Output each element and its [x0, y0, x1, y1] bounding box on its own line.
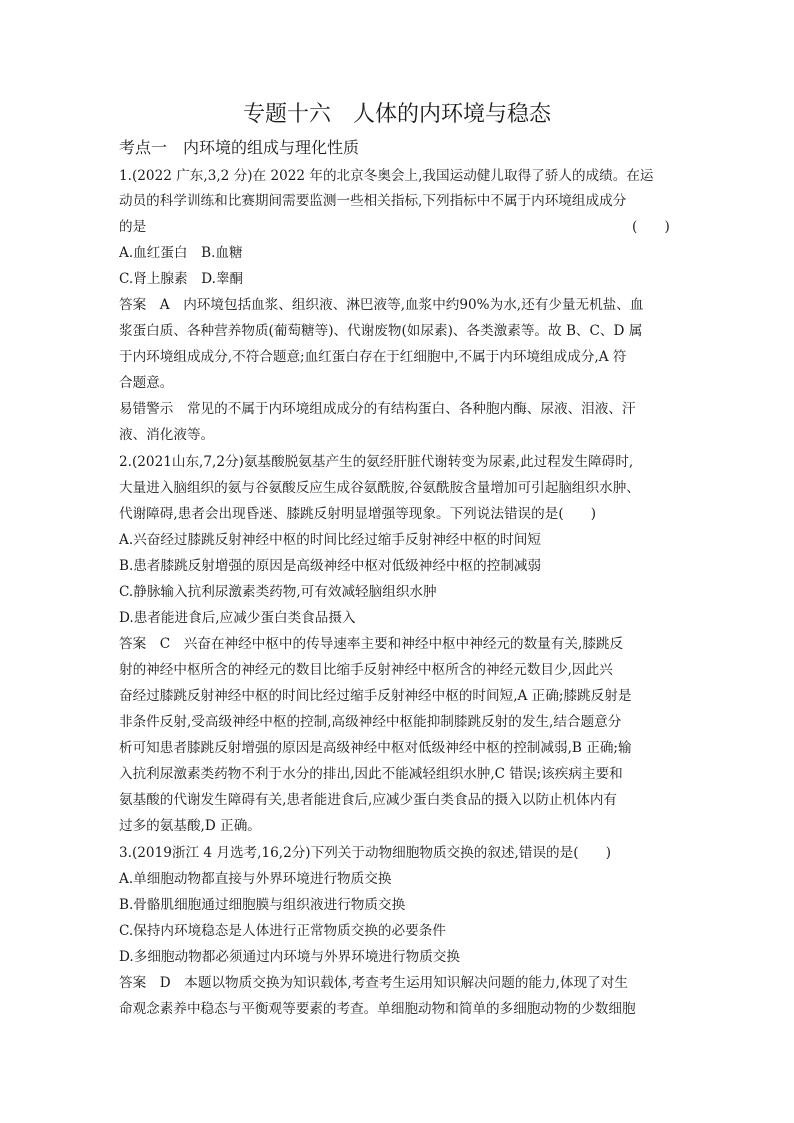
question-2-answer-line-8: 过多的氨基酸,D 正确。 — [119, 818, 261, 834]
question-2-option-c: C.静脉输入抗利尿激素类药物,可有效减轻脑组织水肿 — [119, 584, 437, 600]
question-2-stem-line-3: 代谢障碍,患者会出现昏迷、膝跳反射明显增强等现象。下列说法错误的是( ) — [119, 506, 597, 522]
question-2-stem-line-1: 2.(2021山东,7,2分)氨基酸脱氨基产生的氨经肝脏代谢转变为尿素,此过程发生障碍时, — [119, 454, 634, 470]
question-2-option-a: A.兴奋经过膝跳反射神经中枢的时间比经过缩手反射神经中枢的时间短 — [119, 532, 541, 548]
section-heading: 考点一 内环境的组成与理化性质 — [119, 138, 360, 157]
question-3-option-c: C.保持内环境稳态是人体进行正常物质交换的必要条件 — [119, 923, 446, 939]
question-2-answer-line-5: 析可知患者膝跳反射增强的原因是高级神经中枢对低级神经中枢的控制减弱,B 正确;输 — [119, 740, 632, 756]
question-2-stem-line-2: 大量进入脑组织的氨与谷氨酸反应生成谷氨酰胺,谷氨酰胺含量增加可引起脑组织水肿、 — [119, 480, 640, 496]
question-1-stem-line-3: 的是 — [119, 219, 147, 235]
error-warning-line-2: 液、消化液等。 — [119, 427, 215, 443]
question-2-answer-line-4: 非条件反射,受高级神经中枢的控制,高级神经中枢能抑制膝跳反射的发生,结合题意分 — [119, 714, 622, 730]
question-3-stem: 3.(2019浙江 4 月选考,16,2分)下列关于动物细胞物质交换的叙述,错误的是( ) — [119, 845, 612, 861]
question-1-answer-line-2: 浆蛋白质、各种营养物质(葡萄糖等)、代谢废物(如尿素)、各类激素等。故 B、C、D 属 — [119, 323, 643, 339]
question-2-answer-line-7: 氨基酸的代谢发生障碍有关,患者能进食后,应减少蛋白类食品的摄入以防止机体内有 — [119, 792, 618, 808]
question-3-option-b: B.骨骼肌细胞通过细胞膜与组织液进行物质交换 — [119, 897, 406, 913]
answer-blank: ( ) — [632, 219, 670, 235]
question-3-option-d: D.多细胞动物都必须通过内环境与外界环境进行物质交换 — [119, 949, 460, 965]
question-1-stem-line-2: 动员的科学训练和比赛期间需要监测一些相关指标,下列指标中不属于内环境组成成分 — [119, 193, 627, 209]
question-2-option-b: B.患者膝跳反射增强的原因是高级神经中枢对低级神经中枢的控制减弱 — [119, 558, 542, 574]
question-2-answer-line-6: 入抗利尿激素类药物不利于水分的排出,因此不能减轻组织水肿,C 错误;该疾病主要和 — [119, 766, 623, 782]
question-1-answer-line-1: 答案 A 内环境包括血浆、组织液、淋巴液等,血浆中约90%为水,还有少量无机盐、血 — [119, 297, 644, 313]
question-2-answer-line-2: 射的神经中枢所含的神经元的数目比缩手反射神经中枢所含的神经元数目少,因此兴 — [119, 662, 613, 678]
error-warning-line-1: 易错警示 常见的不属于内环境组成成分的有结构蛋白、各种胞内酶、尿液、泪液、汗 — [119, 401, 636, 417]
question-1-answer-line-3: 于内环境组成成分,不符合题意;血红蛋白存在于红细胞中,不属于内环境组成成分,A 符 — [119, 349, 627, 365]
question-1-options-cd: C.肾上腺素 D.睾酮 — [119, 271, 244, 287]
question-2-answer-line-3: 奋经过膝跳反射神经中枢的时间比经过缩手反射神经中枢的时间短,A 正确;膝跳反射是 — [119, 688, 632, 704]
question-1-options-ab: A.血红蛋白 B.血糖 — [119, 245, 243, 261]
question-3-option-a: A.单细胞动物都直接与外界环境进行物质交换 — [119, 871, 392, 887]
page-title: 专题十六 人体的内环境与稳态 — [242, 102, 551, 127]
question-2-option-d: D.患者能进食后,应减少蛋白类食品摄入 — [119, 610, 356, 626]
question-2-answer-line-1: 答案 C 兴奋在神经中枢中的传导速率主要和神经中枢中神经元的数量有关,膝跳反 — [119, 636, 624, 652]
question-1-answer-line-4: 合题意。 — [119, 375, 174, 391]
question-3-answer-line-1: 答案 D 本题以物质交换为知识载体,考查考生运用知识解决问题的能力,体现了对生 — [119, 975, 628, 991]
question-1-stem-line-1: 1.(2022 广东,3,2 分)在 2022 年的北京冬奥会上,我国运动健儿取得了骄人的成绩。在运 — [119, 168, 654, 184]
question-3-answer-line-2: 命观念素养中稳态与平衡观等要素的考查。单细胞动物和简单的多细胞动物的少数细胞 — [119, 1001, 636, 1017]
